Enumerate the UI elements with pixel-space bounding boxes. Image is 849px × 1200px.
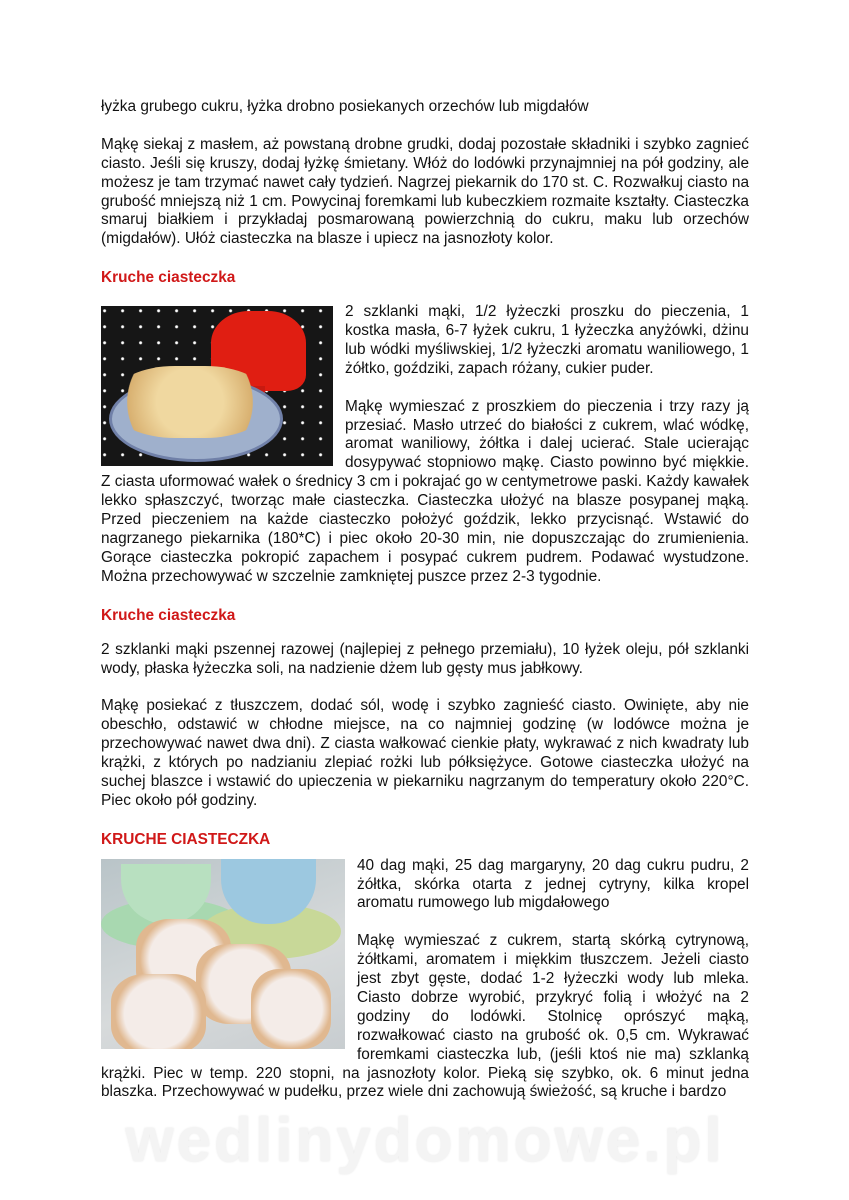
watermark: wedlinydomowe.pl [125, 1106, 725, 1176]
cookie [251, 969, 331, 1049]
recipe-1 [101, 268, 749, 587]
recipe-title: Kruche ciasteczka [101, 269, 236, 287]
cookies-plate-photo [101, 306, 333, 466]
recipe-method: Mąkę wymieszać z cukrem, startą skórką cytrynową, żółtkami, aromatem i miękkim tłuszczem. Jeżeli ciasto jest zbyt gęste, dodać 1-2 łyżeczki wody lub mleka. Ciasto dobrze wyrobić, przykryć folią i włożyć na 2 godziny do lodówki. Stolnicę oprószyć mąką, rozwałkować ciasto na grubość ok. 0,5 cm. Wykrawać foremkami ciasteczka lub, (jeśli ktoś nie ma) szklanką krążki. Piec w temp. 220 stopni, na jasnozłoty kolor. Pieką się szybko, ok. 6 minut jedna blaszka. Przechowywać w pudełku, przez wiele dni zachowują świeżość, są kruche i bardzo [101, 932, 749, 1101]
iced-cookies-photo [101, 859, 345, 1049]
cookie [111, 974, 206, 1049]
intro-ingredient-line: łyżka grubego cukru, łyżka drobno posiekanych orzechów lub migdałów [101, 98, 589, 115]
recipe-3 [101, 830, 749, 1103]
recipe-method: Mąkę posiekać z tłuszczem, dodać sól, wodę i szybko zagnieść ciasto. Owinięte, aby nie obeschło, odstawić w chłodne miejsce, na co najmniej godzinę (w lodówce można je przechowywać nawet dwa dni). Z ciasta wałkować cienkie płaty, wykrawać z nich kwadraty lub krążki, z których po nadzianiu zlepiać rożki lub półksiężyce. Gotowe ciasteczka ułożyć na suchej blaszce i wstawić do upieczenia w piekarniku nagrzanym do temperatury około 220°C. Piec około pół godziny. [101, 697, 749, 809]
recipe-2 [101, 606, 749, 811]
intro-method: Mąkę siekaj z masłem, aż powstaną drobne grudki, dodaj pozostałe składniki i szybko zagnieć ciasto. Jeśli się kruszy, dodaj łyżkę śmietany. Włóż do lodówki przynajmniej na pół godziny, ale możesz je tam trzymać nawet cały tydzień. Nagrzej piekarnik do 170 st. C. Rozwałkuj ciasto na grubość mniejszą niż 1 cm. Powycinaj foremkami lub kubeczkiem rozmaite kształty. Ciasteczka smaruj białkiem i przykładaj posmarowaną powierzchnią do cukru, maku lub orzechów (migdałów). Ułóż ciasteczka na blasze i upiecz na jasnozłoty kolor. [101, 135, 749, 248]
cookies [115, 366, 265, 438]
recipe-method: Mąkę wymieszać z proszkiem do pieczenia i trzy razy ją przesiać. Masło utrzeć do białości z cukrem, wlać wódkę, aromat waniliowy, żółtka i dalej ucierać. Stale ucierając dosypywać stopniowo mąkę. Ciasto powinno być miękkie. Z ciasta uformować wałek o średnicy 3 cm i pokrajać go w centymetrowe paski. Każdy kawałek lekko spłaszczyć, tworząc małe ciasteczka. Ciasteczka ułożyć na blasze posypanej mąką. Przed pieczeniem na każde ciasteczko położyć goździk, lekko przycisnąć. Wstawić do nagrzanego piekarnika (180*C) i piec około 20-30 min, nie dopuszczając do zrumienienia. Gorące ciasteczka pokropić zapachem i posypać cukrem pudrem. Podawać wystudzone. Można przechowywać w szczelnie zamkniętej puszce przez 2-3 tygodnie. [101, 397, 749, 585]
recipe-ingredients: 2 szklanki mąki pszennej razowej (najlepiej z pełnego przemiału), 10 łyżek oleju, pół szklanki wody, płaska łyżeczka soli, na nadzienie dżem lub gęsty mus jabłkowy. [101, 640, 749, 677]
recipe-ingredients: 2 szklanki mąki, 1/2 łyżeczki proszku do pieczenia, 1 kostka masła, 6-7 łyżek cukru, 1 łyżeczka anyżówki, dżinu lub wódki myśliwskiej, 1/2 łyżeczki aromatu waniliowego, 1 żółtko, goździki, zapach różany, cukier puder. [345, 303, 749, 377]
recipe-title: Kruche ciasteczka [101, 606, 236, 624]
recipe-title: KRUCHE CIASTECZKA [101, 830, 271, 848]
recipe-ingredients: 40 dag mąki, 25 dag margaryny, 20 dag cukru pudru, 2 żółtka, skórka otarta z jednej cytryny, kilka kropel aromatu rumowego lub migdałowego [357, 856, 749, 912]
document-page [101, 0, 749, 1102]
